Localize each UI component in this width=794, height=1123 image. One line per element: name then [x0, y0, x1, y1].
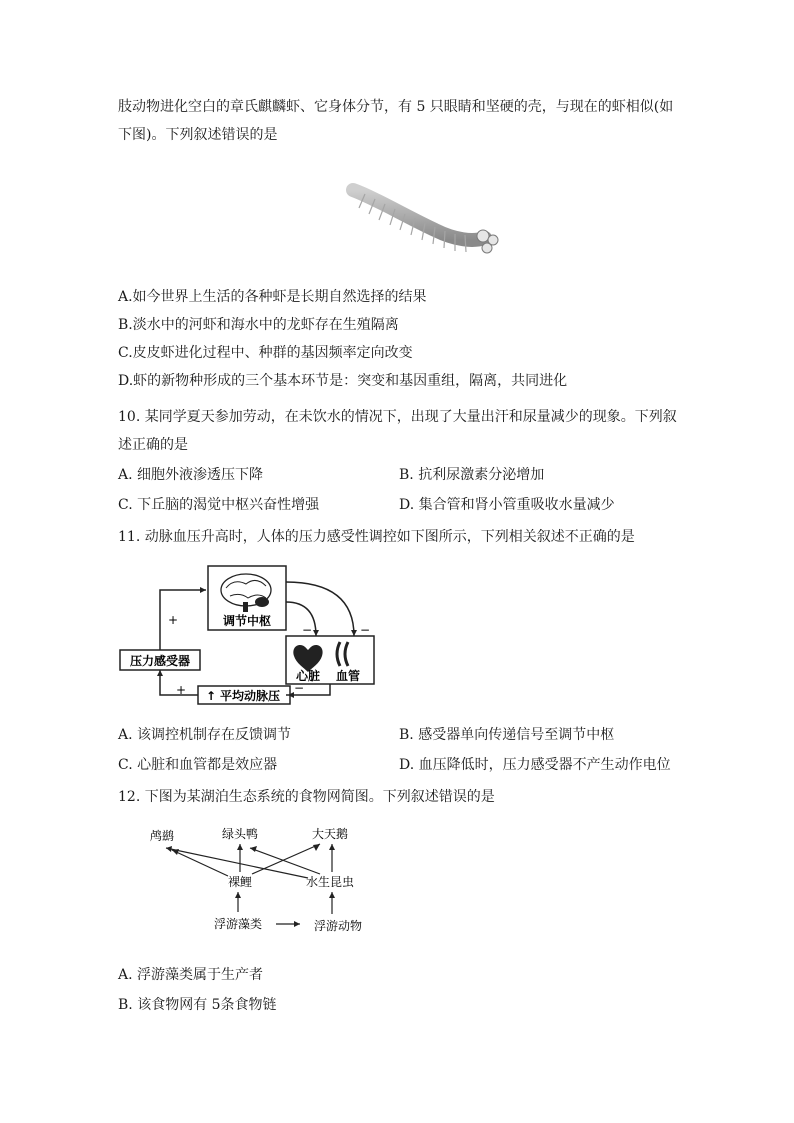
q9-stem-line2: 下图)。下列叙述错误的是	[118, 127, 278, 143]
q10-option-d: D. 集合管和肾小管重吸收水量减少	[399, 497, 615, 513]
q9-stem-line1: 肢动物进化空白的章氏麒麟虾、它身体分节，有 5 只眼睛和坚硬的壳，与现在的虾相似(如	[118, 99, 674, 115]
cormorant-label: 鸬鹚	[149, 829, 175, 843]
q11-option-b: B. 感受器单向传递信号至调节中枢	[399, 727, 615, 743]
aquatic-insect-label: 水生昆虫	[305, 875, 355, 889]
baroreceptor-label: 压力感受器	[129, 654, 191, 668]
carp-label: 裸鲤	[227, 875, 253, 889]
q9-option-c: C.皮皮虾进化过程中、种群的基因频率定向改变	[118, 345, 413, 361]
q9-option-a: A.如今世界上生活的各种虾是长期自然选择的结果	[118, 289, 427, 305]
vessel-label: 血管	[335, 669, 361, 683]
q9-option-b: B.淡水中的河虾和海水中的龙虾存在生殖隔离	[118, 317, 399, 333]
minus-sign-pressure: −	[294, 681, 305, 695]
q12-option-a: A. 浮游藻类属于生产者	[118, 967, 264, 983]
q11-stem: 11. 动脉血压升高时，人体的压力感受性调控如下图所示，下列相关叙述不正确的是	[118, 529, 635, 545]
regulation-center-label: 调节中枢	[222, 614, 272, 628]
q9-option-d: D.虾的新物种形成的三个基本环节是：突变和基因重组，隔离，共同进化	[118, 373, 568, 389]
minus-sign-vessel: −	[360, 623, 371, 637]
q10-stem-line1: 10. 某同学夏天参加劳动，在未饮水的情况下，出现了大量出汗和尿量减少的现象。下列叙	[118, 409, 677, 425]
fossil-shrimp-image	[335, 168, 505, 268]
plus-sign-upper: +	[168, 613, 179, 627]
insect-to-cormorant-arrow	[166, 848, 308, 878]
q10-option-c: C. 下丘脑的渴觉中枢兴奋性增强	[118, 497, 320, 513]
arterial-pressure-label: 平均动脉压	[219, 689, 281, 703]
q11-option-d: D. 血压降低时，压力感受器不产生动作电位	[399, 757, 671, 773]
carp-to-swan-arrow	[252, 844, 320, 874]
algae-label: 浮游藻类	[213, 917, 263, 931]
receptor-to-center-arrow	[160, 590, 206, 650]
center-to-vessel-arrow	[286, 582, 354, 636]
q12-stem: 12. 下图为某湖泊生态系统的食物网简图。下列叙述错误的是	[118, 789, 495, 805]
q10-option-b: B. 抗利尿激素分泌增加	[399, 467, 545, 483]
q10-stem-line2: 述正确的是	[118, 437, 188, 453]
zooplankton-label: 浮游动物	[313, 919, 363, 933]
mallard-label: 绿头鸭	[221, 827, 259, 841]
carp-to-cormorant-arrow	[172, 850, 228, 876]
food-web-diagram	[140, 820, 380, 940]
q12-option-b: B. 该食物网有 5条食物链	[118, 997, 277, 1013]
plus-sign-lower: +	[176, 683, 187, 697]
q11-option-a: A. 该调控机制存在反馈调节	[118, 727, 292, 743]
heart-label: 心脏	[295, 669, 321, 683]
up-arrow-icon: ↑	[206, 689, 217, 703]
q10-option-a: A. 细胞外液渗透压下降	[118, 467, 264, 483]
q11-option-c: C. 心脏和血管都是效应器	[118, 757, 278, 773]
baroreceptor-diagram	[118, 562, 380, 712]
minus-sign-heart: −	[302, 623, 313, 637]
swan-label: 大天鹅	[311, 827, 349, 841]
